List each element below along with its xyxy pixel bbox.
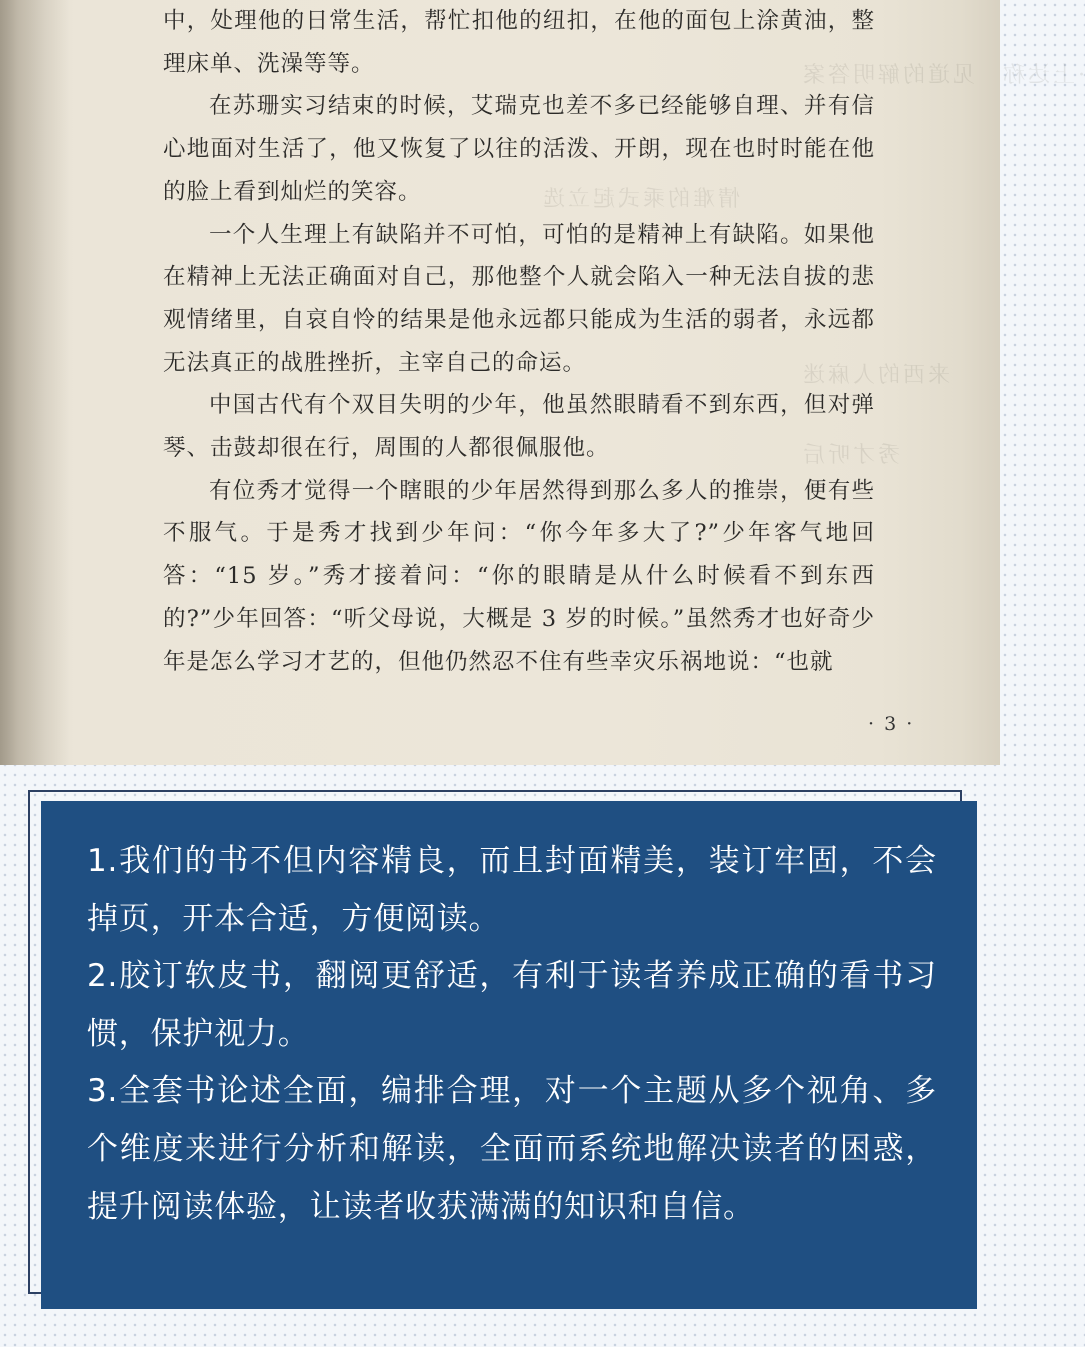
book-paragraph: 在苏珊实习结束的时候，艾瑞克也差不多已经能够自理、并有信心地面对生活了，他又恢复了以往的活泼、开朗，现在也时时能在他的脸上看到灿烂的笑容。 [163,93,875,205]
page-number: · 3 · [868,713,915,735]
bleed-through-text: 秀才听后 [800,443,901,468]
book-page-text [163,0,875,683]
info-box [41,801,977,1309]
book-paragraph: 一个人生理上有缺陷并不可怕，可怕的是精神上有缺陷。如果他在精神上无法正确面对自己，那他整个人就会陷入一种无法自拔的悲观情绪里，自哀自怜的结果是他永远都只能成为生活的弱者，永远都无法真正的战胜挫折，主宰自己的命运。 [163,221,875,376]
book-paragraph: 有位秀才觉得一个瞎眼的少年居然得到那么多人的推崇，便有些不服气。于是秀才找到少年问：“你今年多大了?”少年客气地回答：“15 岁。”秀才接着问：“你的眼睛是从什么时候看不到东西的?”少年回答：“听父母说，大概是 3 岁的时候。”虽然秀才也好奇少年是怎么学习才艺的，但他仍然忍不住有些幸灾乐祸地说：“也就 [163,477,875,675]
bleed-through-text: 情难的乘式起立选 [540,187,741,212]
info-point: 2.胶订软皮书，翻阅更舒适，有利于读者养成正确的看书习惯，保护视力。 [87,958,937,1052]
bleed-through-text: 来西的人麻迷 [800,363,951,388]
info-point: 1.我们的书不但内容精良，而且封面精美，装订牢固，不会掉页，开本合适，方便阅读。 [87,843,937,937]
book-paragraph: 中，处理他的日常生活，帮忙扣他的纽扣，在他的面包上涂黄油，整理床单、洗澡等等。 [163,8,875,77]
book-paragraph: 中国古代有个双目失明的少年，他虽然眼睛看不到东西，但对弹琴、击鼓却很在行，周围的人都很佩服他。 [163,392,875,462]
info-point: 3.全套书论述全面，编排合理，对一个主题从多个视角、多个维度来进行分析和解读，全面而系统地解决读者的困惑，提升阅读体验，让读者收获满满的知识和自信。 [87,1073,937,1225]
bleed-through-text: ·上达称 见道的解明答案 [800,63,1085,88]
